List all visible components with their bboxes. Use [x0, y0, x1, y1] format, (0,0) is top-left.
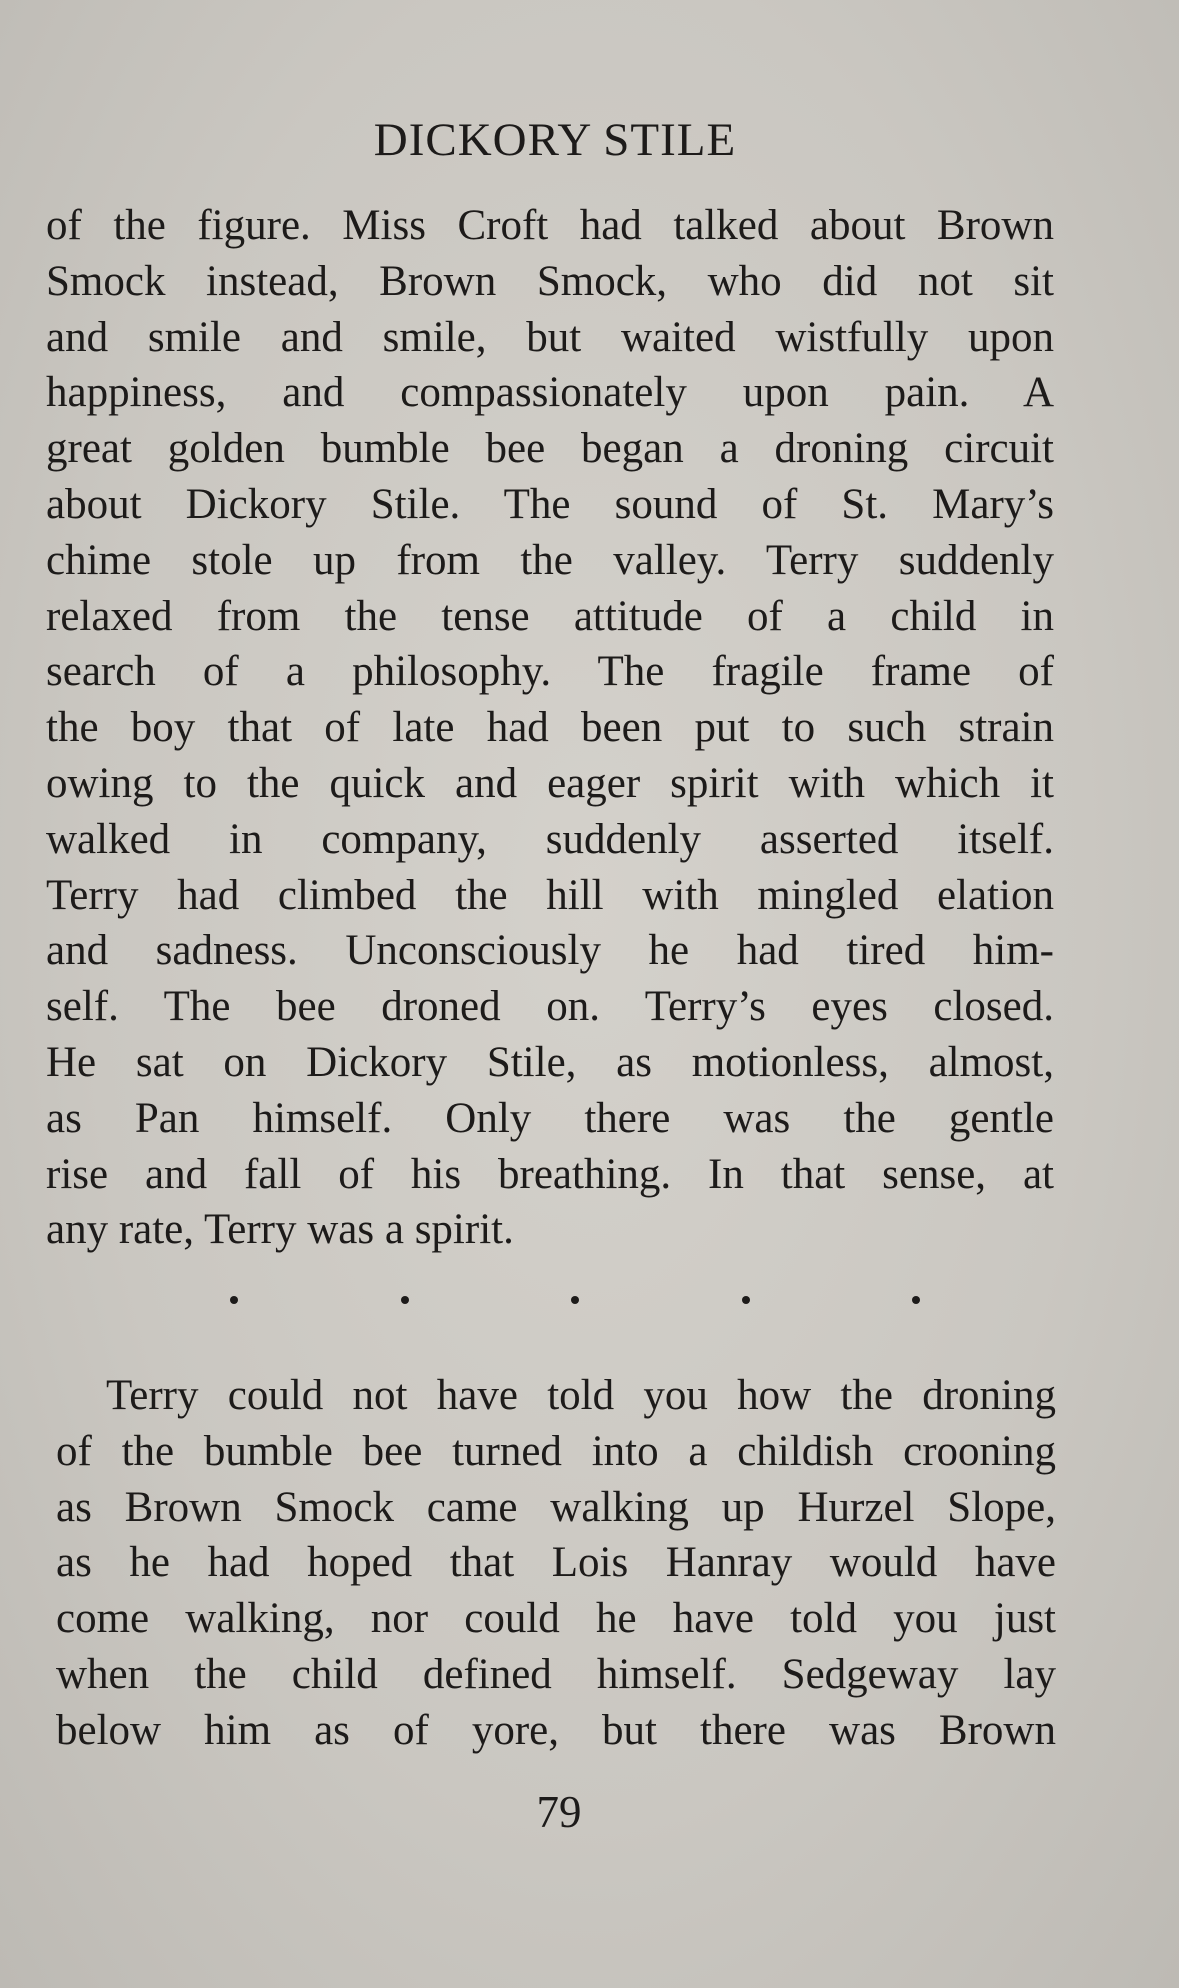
text-line: as Pan himself. Only there was the gentle	[46, 1094, 1054, 1142]
text-line: as Brown Smock came walking up Hurzel Slope,	[56, 1483, 1056, 1531]
section-break-dot	[742, 1296, 750, 1304]
text-line: self. The bee droned on. Terry’s eyes closed.	[46, 983, 1054, 1031]
section-break-dot	[230, 1296, 238, 1304]
text-line: and sadness. Unconsciously he had tired him-	[46, 927, 1054, 975]
text-line: when the child defined himself. Sedgeway lay	[56, 1650, 1056, 1698]
section-break-dot	[912, 1296, 920, 1304]
text-line: walked in company, suddenly asserted itself.	[46, 815, 1054, 863]
text-line: relaxed from the tense attitude of a child in	[46, 592, 1054, 640]
text-line: happiness, and compassionately upon pain. A	[46, 369, 1054, 417]
page-number: 79	[536, 1787, 582, 1837]
text-line: of the bumble bee turned into a childish crooning	[56, 1427, 1056, 1475]
section-break-dot	[571, 1296, 579, 1304]
paragraph-1	[46, 198, 1054, 1258]
running-head: DICKORY STILE	[373, 114, 737, 166]
text-line: Terry could not have told you how the droning	[106, 1372, 1056, 1419]
text-line: any rate, Terry was a spirit.	[46, 1206, 514, 1254]
section-break-dot	[401, 1296, 409, 1304]
text-line: below him as of yore, but there was Brown	[56, 1706, 1056, 1754]
text-line: He sat on Dickory Stile, as motionless, almost,	[46, 1038, 1054, 1086]
text-line: owing to the quick and eager spirit with which it	[46, 759, 1054, 807]
text-line: rise and fall of his breathing. In that sense, at	[46, 1150, 1054, 1198]
text-line: search of a philosophy. The fragile frame of	[46, 648, 1054, 696]
text-line: the boy that of late had been put to such strain	[46, 704, 1054, 752]
text-line: about Dickory Stile. The sound of St. Mary’s	[46, 480, 1054, 528]
text-line: chime stole up from the valley. Terry suddenly	[46, 536, 1054, 584]
text-line: and smile and smile, but waited wistfully upon	[46, 313, 1054, 361]
section-break	[230, 1296, 920, 1316]
paragraph-2	[56, 1368, 1056, 1759]
text-line: great golden bumble bee began a droning circuit	[46, 425, 1054, 473]
text-line: of the figure. Miss Croft had talked about Brown	[46, 202, 1054, 249]
text-line: Smock instead, Brown Smock, who did not sit	[46, 257, 1054, 305]
text-line: as he had hoped that Lois Hanray would have	[56, 1539, 1056, 1587]
text-line: come walking, nor could he have told you just	[56, 1595, 1056, 1643]
text-line: Terry had climbed the hill with mingled elation	[46, 871, 1054, 919]
